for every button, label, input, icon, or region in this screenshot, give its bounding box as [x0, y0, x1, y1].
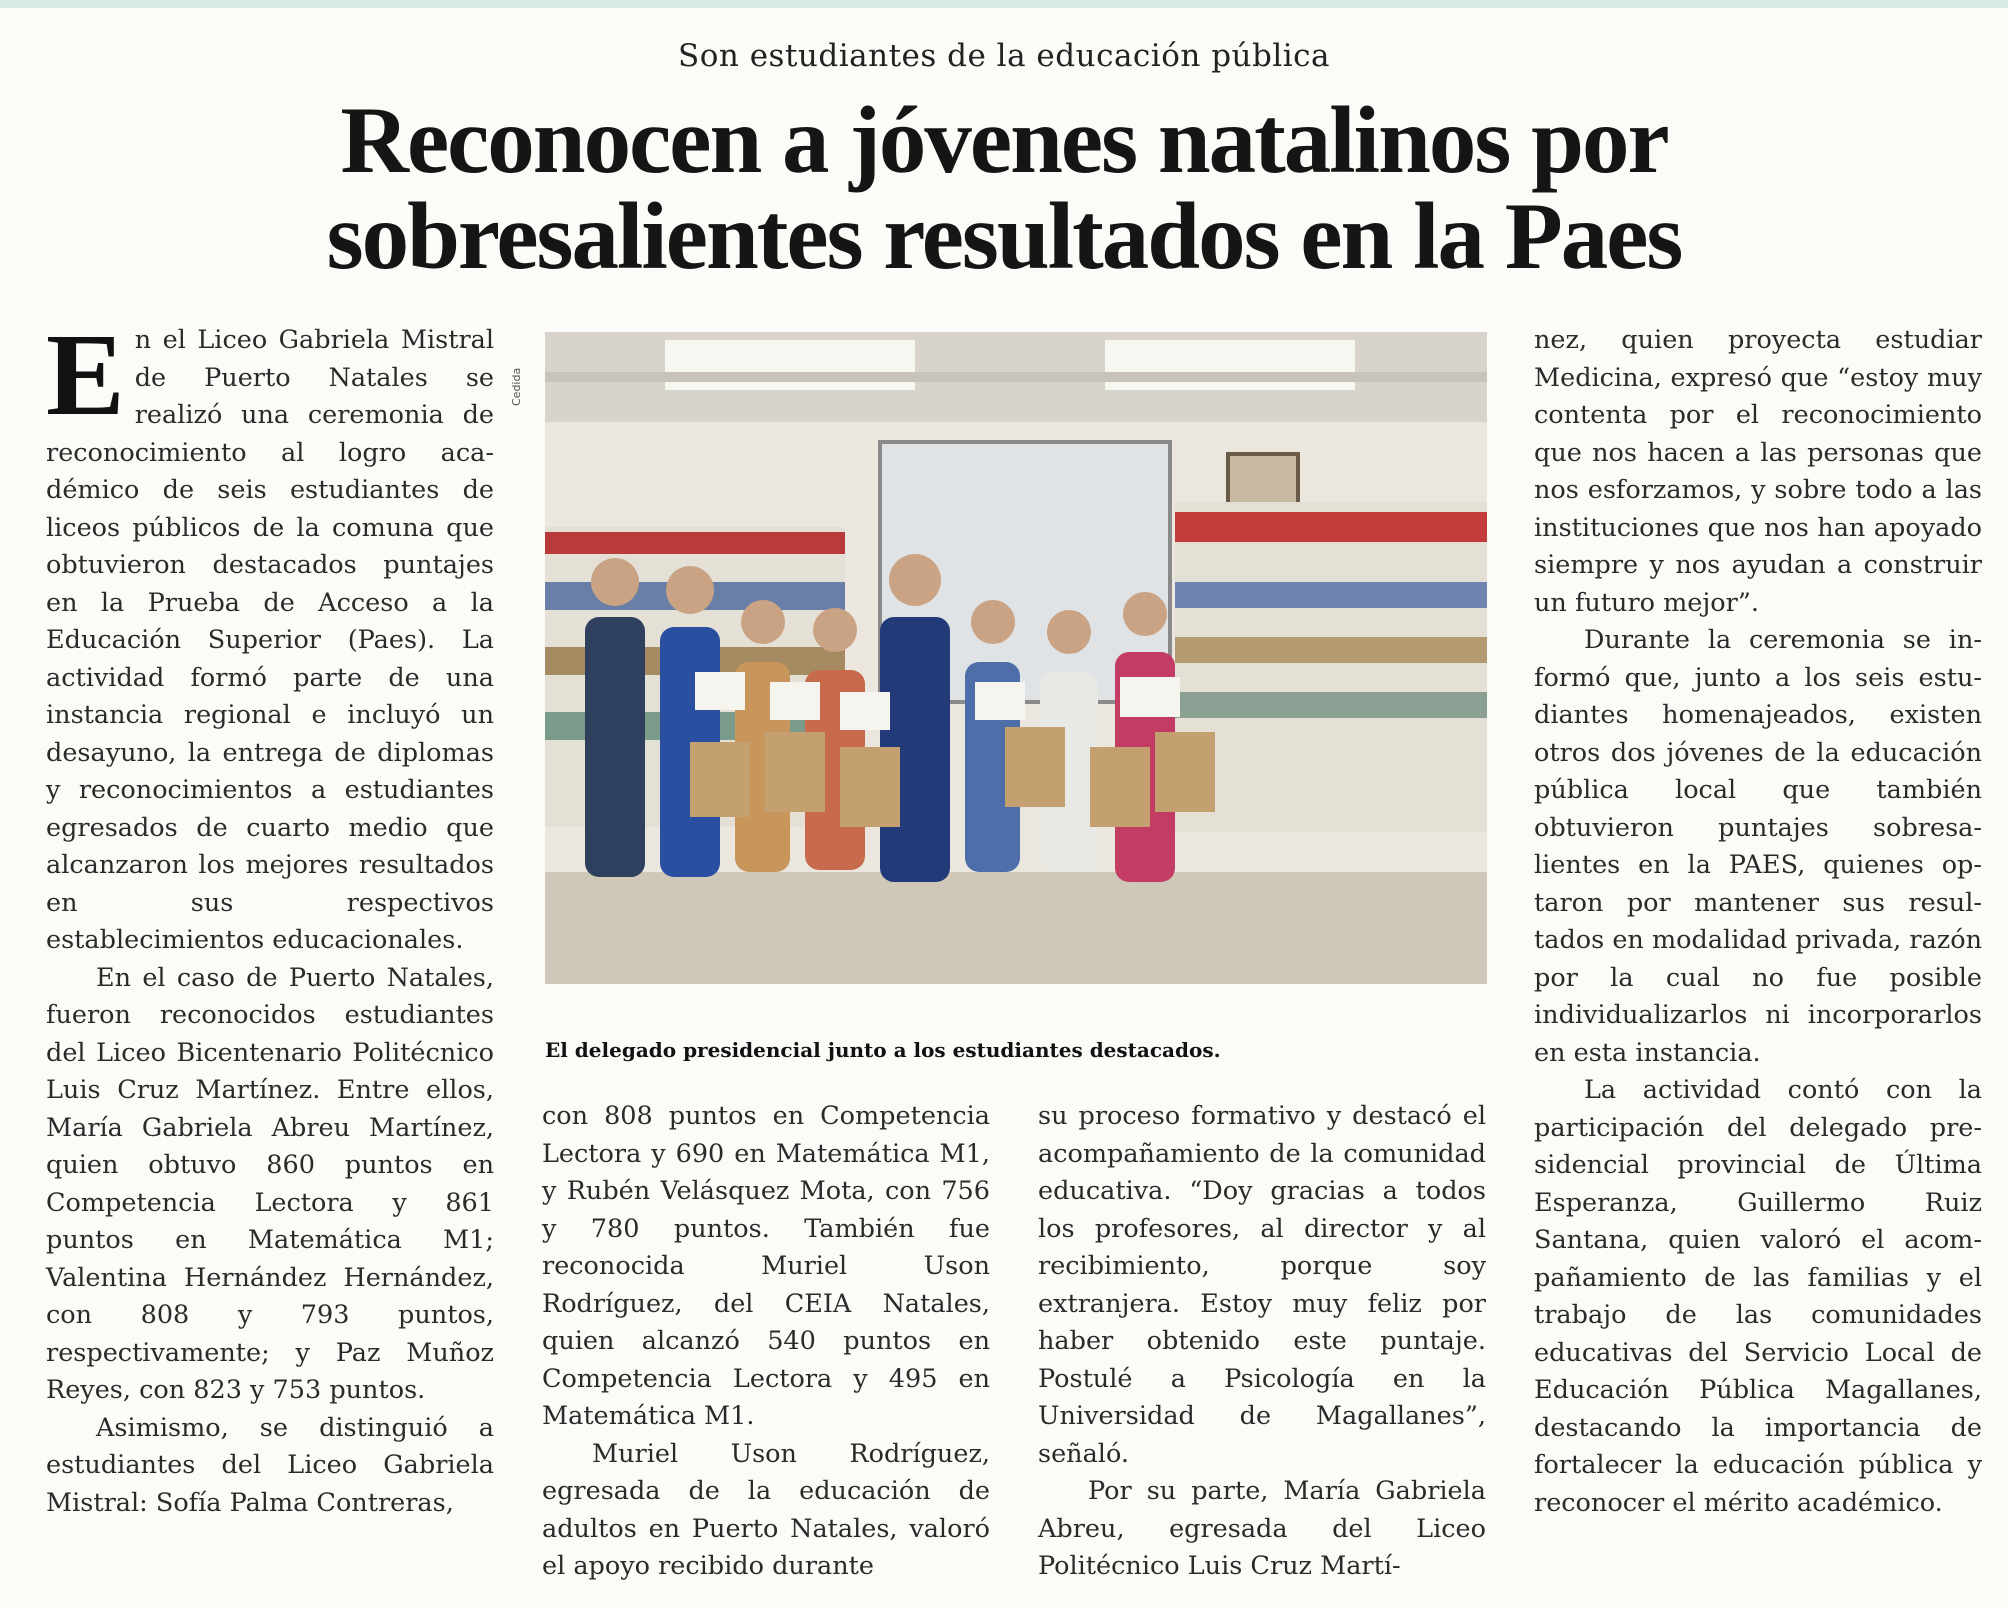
photo-illustration — [545, 332, 1487, 984]
headline-line-1: Reconocen a jóvenes natalinos por — [340, 87, 1668, 193]
article-photo — [545, 332, 1487, 984]
paragraph: En el caso de Puerto Natales, fueron reconocidos estudiantes del Liceo Bicentenario Politécnico Luis Cruz Martínez. Entre ellos, María Gabriela Abreu Martínez, quien obtuvo 860 puntos en Competencia Lectora y 861 puntos en Matemática M1; Valentina Hernández Hernández, con 808 y 793 puntos, respectivamente; y Paz Muñoz Reyes, con 823 y 753 puntos. — [46, 962, 494, 1405]
photo-credit: Cedida — [510, 367, 523, 406]
column-1 — [46, 309, 494, 1522]
paragraph: Asimismo, se distinguió a estudiantes del Liceo Gabriela Mistral: Sofía Palma Contreras, — [46, 1412, 494, 1518]
paragraph: con 808 puntos en Competencia Lectora y 690 en Matemática M1, y Rubén Velásquez Mota, con 756 y 780 puntos. También fue reconocida Muriel Uson Rodríguez, del CEIA Natales, quien alcanzó 540 puntos en Competencia Lectora y 495 en Matemática M1. — [542, 1101, 990, 1431]
paragraph: La actividad contó con la participación del delegado presidencial provincial de Última Esperanza, Guillermo Ruiz Santana, quien valoró el acompañamiento de las familias y el trabajo de las comunidades educativas del Servicio Local de Educación Pública Magallanes, destacando la importancia de fortalecer la educación pública y reconocer el mérito académico. — [1534, 1075, 1982, 1518]
kicker: Son estudiantes de la educación pública — [677, 38, 1331, 74]
column-4 — [1534, 322, 1982, 1522]
paragraph — [46, 309, 494, 960]
paragraph: Muriel Uson Rodríguez, egresada de la educación de adultos en Puerto Natales, valoró el apoyo recibido durante — [542, 1438, 990, 1581]
headline — [0, 87, 2008, 289]
drop-cap: E — [46, 309, 125, 440]
headline-line-2: sobresalientes resultados en la Paes — [326, 183, 1682, 289]
column-2 — [542, 1098, 990, 1586]
paragraph: su proceso formativo y destacó el acompañamiento de la comunidad educativa. “Doy gracias a todos los profesores, al director y al recibimiento, porque soy extranjera. Estoy muy feliz por haber obtenido este puntaje. Postulé a Psicología en la Universidad de Magallanes”, señaló. — [1038, 1101, 1486, 1469]
paragraph: Por su parte, María Gabriela Abreu, egresada del Liceo Politécnico Luis Cruz Martí- — [1038, 1476, 1486, 1581]
paragraph: nez, quien proyecta estudiar Medicina, expresó que “estoy muy contenta por el reconocimiento que nos hacen a las personas que nos esforzamos, y sobre todo a las instituciones que nos han apoyado siempre y nos ayudan a construir un futuro mejor”. — [1534, 325, 1982, 618]
paragraph: Durante la ceremonia se informó que, junto a los seis estudiantes homenajeados, existen otros dos jóvenes de la educación pública local que también obtuvieron puntajes sobresalientes en la PAES, quienes optaron por mantener sus resultados en modalidad privada, razón por la cual no fue posible individualizarlos ni incorporarlos en esta instancia. — [1534, 625, 1982, 1068]
column-3 — [1038, 1098, 1486, 1586]
photo-caption: El delegado presidencial junto a los estudiantes destacados. — [545, 1038, 1221, 1062]
top-border — [0, 0, 2008, 8]
paragraph-text: n el Liceo Gabriela Mistral de Puerto Natales se realizó una ceremonia de reconocimiento al logro académico de seis estudiantes de liceos públicos de la comuna que obtuvieron destacados puntajes en la Prueba de Acceso a la Educación Superior (Paes). La actividad formó parte de una instancia regional e incluyó un desayuno, la entrega de diplomas y reconocimientos a estudiantes egresados de cuarto medio que alcanzaron los mejores resultados en sus respectivos establecimientos educacionales. — [46, 325, 494, 955]
